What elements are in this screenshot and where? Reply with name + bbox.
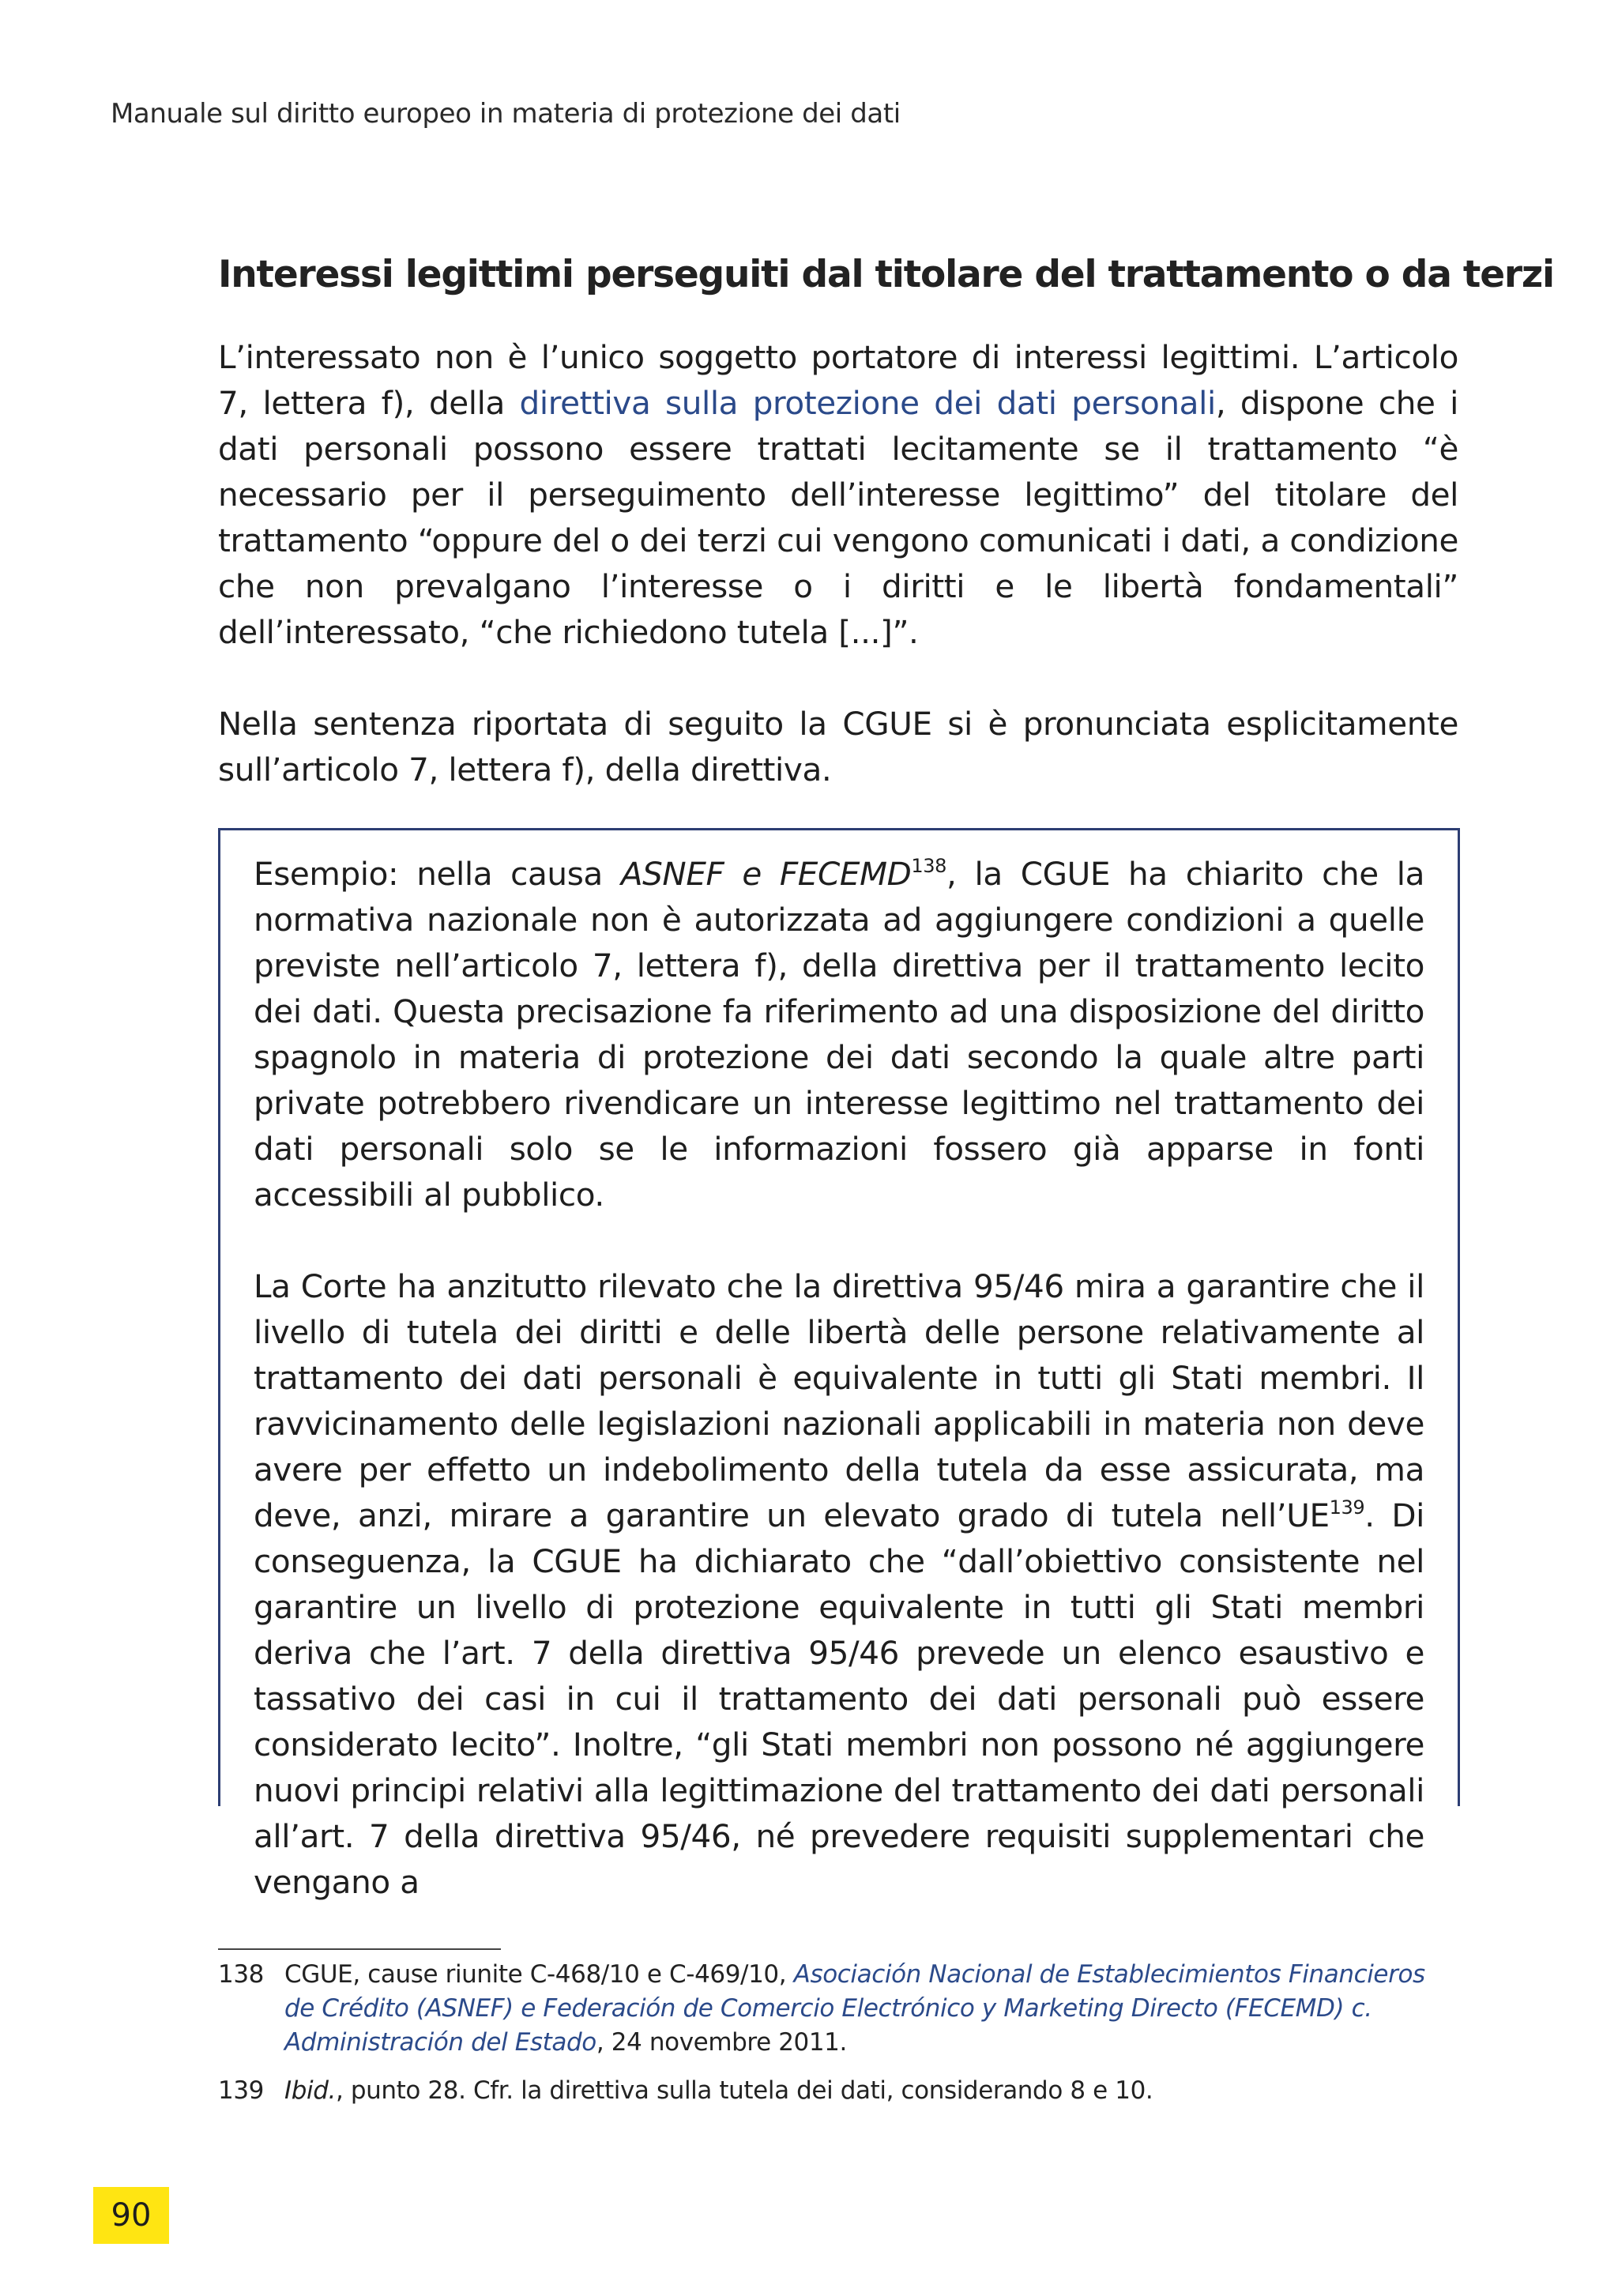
- footnote-number: 139: [218, 2076, 264, 2105]
- intro-text-end: , dispone che i dati personali possono essere trattati lecitamente se il trattamento “è necessario per il perseguimento dell’interesse legittimo” del titolare del trattamento “oppure del o dei terzi cui vengono comunicati i dati, a condizione che non prevalgano l’interesse o i diritti e le libertà fondamentali” dell’interessato, “che richiedono tutela [...]”.: [218, 384, 1459, 651]
- directive-link[interactable]: direttiva sulla protezione dei dati personali: [519, 384, 1216, 422]
- footnote-case-link[interactable]: Asociación Nacional de Establecimientos Financieros de Crédito (ASNEF) e Federación de Comercio Electrónico y Marketing Directo (FECEMD) c. Administración del Estado: [284, 1960, 1425, 2057]
- footnotes: [218, 1958, 1460, 2122]
- footnote-text: [284, 1958, 1460, 2060]
- footnote-ref-139[interactable]: 139: [1329, 1496, 1365, 1519]
- example-lead: Esempio: nella causa: [254, 855, 621, 893]
- main-content: [218, 253, 1554, 838]
- running-header: Manuale sul diritto europeo in materia di protezione dei dati: [111, 98, 901, 130]
- example-box: [218, 828, 1460, 1901]
- example-paragraph-1: [254, 851, 1424, 1218]
- footnote-139: [218, 2074, 1460, 2108]
- footnote-divider: [218, 1948, 501, 1950]
- footnote-ref-138[interactable]: 138: [911, 855, 947, 877]
- section-heading: Interessi legittimi perseguiti dal titolare del trattamento o da terzi: [218, 253, 1554, 296]
- intro-paragraph: [218, 334, 1458, 655]
- footnote-ibid: Ibid.: [284, 2076, 336, 2105]
- example-paragraph-2: [254, 1263, 1424, 1905]
- footnote-tail: , 24 novembre 2011.: [596, 2028, 847, 2057]
- page-number-badge: 90: [93, 2187, 169, 2244]
- court-text-1: La Corte ha anzitutto rilevato che la direttiva 95/46 mira a garantire che il livello di tutela dei diritti e delle libertà delle persone relativamente al trattamento dei dati personali è equivalente in tutti gli Stati membri. Il ravvicinamento delle legislazioni nazionali applicabili in materia non deve avere per effetto un indebolimento della tutela da esse assicurata, ma deve, anzi, mirare a garantire un elevato grado di tutela nell’UE: [254, 1267, 1424, 1534]
- intro-text-start: L’interessato non è l’unico soggetto portatore di interessi legittimi. L’articolo 7, lettera f), della: [218, 338, 1458, 422]
- footnote-text: [284, 2074, 1460, 2108]
- example-text: , la CGUE ha chiarito che la normativa nazionale non è autorizzata ad aggiungere condizioni a quelle previste nell’articolo 7, lettera f), della direttiva per il trattamento lecito dei dati. Questa precisazione fa riferimento ad una disposizione del diritto spagnolo in materia di protezione dei dati secondo la quale altre parti private potrebbero rivendicare un interesse legittimo nel trattamento dei dati personali solo se le informazioni fossero già apparse in fonti accessibili al pubblico.: [254, 855, 1425, 1214]
- footnote-number: 138: [218, 1960, 264, 1989]
- footnote-tail: , punto 28. Cfr. la direttiva sulla tutela dei dati, considerando 8 e 10.: [335, 2076, 1153, 2105]
- case-name: ASNEF e FECEMD: [620, 855, 912, 893]
- court-text-2: . Di conseguenza, la CGUE ha dichiarato che “dall’obiettivo consistente nel garantire un livello di protezione equivalente in tutti gli Stati membri deriva che l’art. 7 della direttiva 95/46 prevede un elenco esaustivo e tassativo dei casi in cui il trattamento dei dati personali può essere considerato lecito”. Inoltre, “gli Stati membri non possono né aggiungere nuovi principi relativi alla legittimazione del trattamento dei dati personali all’art. 7 della direttiva 95/46, né prevedere requisiti supplementari che vengano a: [254, 1496, 1424, 1901]
- footnote-lead: CGUE, cause riunite C-468/10 e C-469/10,: [284, 1960, 794, 1989]
- footnote-138: [218, 1958, 1460, 2060]
- judgment-paragraph: Nella sentenza riportata di seguito la CGUE si è pronunciata esplicitamente sull’articolo 7, lettera f), della direttiva.: [218, 705, 1458, 789]
